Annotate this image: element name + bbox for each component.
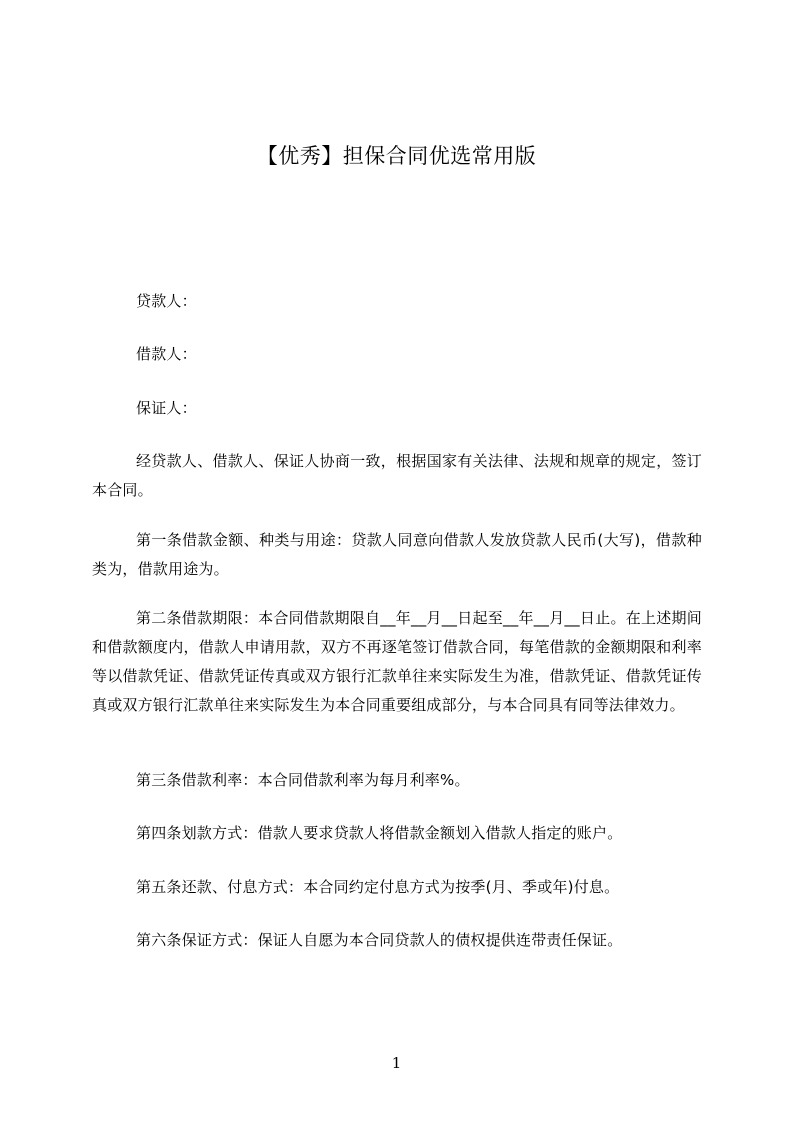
article-4-paragraph: 第四条划款方式：借款人要求贷款人将借款金额划入借款人指定的账户。 <box>136 824 623 842</box>
document-title: 【优秀】担保合同优选常用版 <box>256 144 537 168</box>
article-6-paragraph: 第六条保证方式：保证人自愿为本合同贷款人的债权提供连带责任保证。 <box>136 931 623 949</box>
article-3-paragraph: 第三条借款利率：本合同借款利率为每月利率%。 <box>136 771 470 789</box>
article-2-paragraph: 第二条借款期限：本合同借款期限自__年__月__日起至__年__月__日止。在上述期间和借款额度内，借款人申请用款，双方不再逐笔签订借款合同，每笔借款的金额期限和利率等以借款凭证、借款凭证传真或双方银行汇款单往来实际发生为准，借款凭证、借款凭证传真或双方银行汇款单往来实际发生为本合同重要组成部分，与本合同具有同等法律效力。 <box>92 609 702 714</box>
article-1-paragraph: 第一条借款金额、种类与用途：贷款人同意向借款人发放贷款人民币(大写)，借款种类为，借款用途为。 <box>92 531 702 578</box>
article-5-paragraph: 第五条还款、付息方式：本合同约定付息方式为按季(月、季或年)付息。 <box>136 878 620 896</box>
borrower-line: 借款人： <box>136 345 197 363</box>
guarantor-line: 保证人： <box>136 399 197 417</box>
lender-line: 贷款人： <box>136 292 197 310</box>
preamble-paragraph: 经贷款人、借款人、保证人协商一致，根据国家有关法律、法规和规章的规定，签订本合同。 <box>92 452 702 499</box>
page-number: 1 <box>391 1054 402 1072</box>
